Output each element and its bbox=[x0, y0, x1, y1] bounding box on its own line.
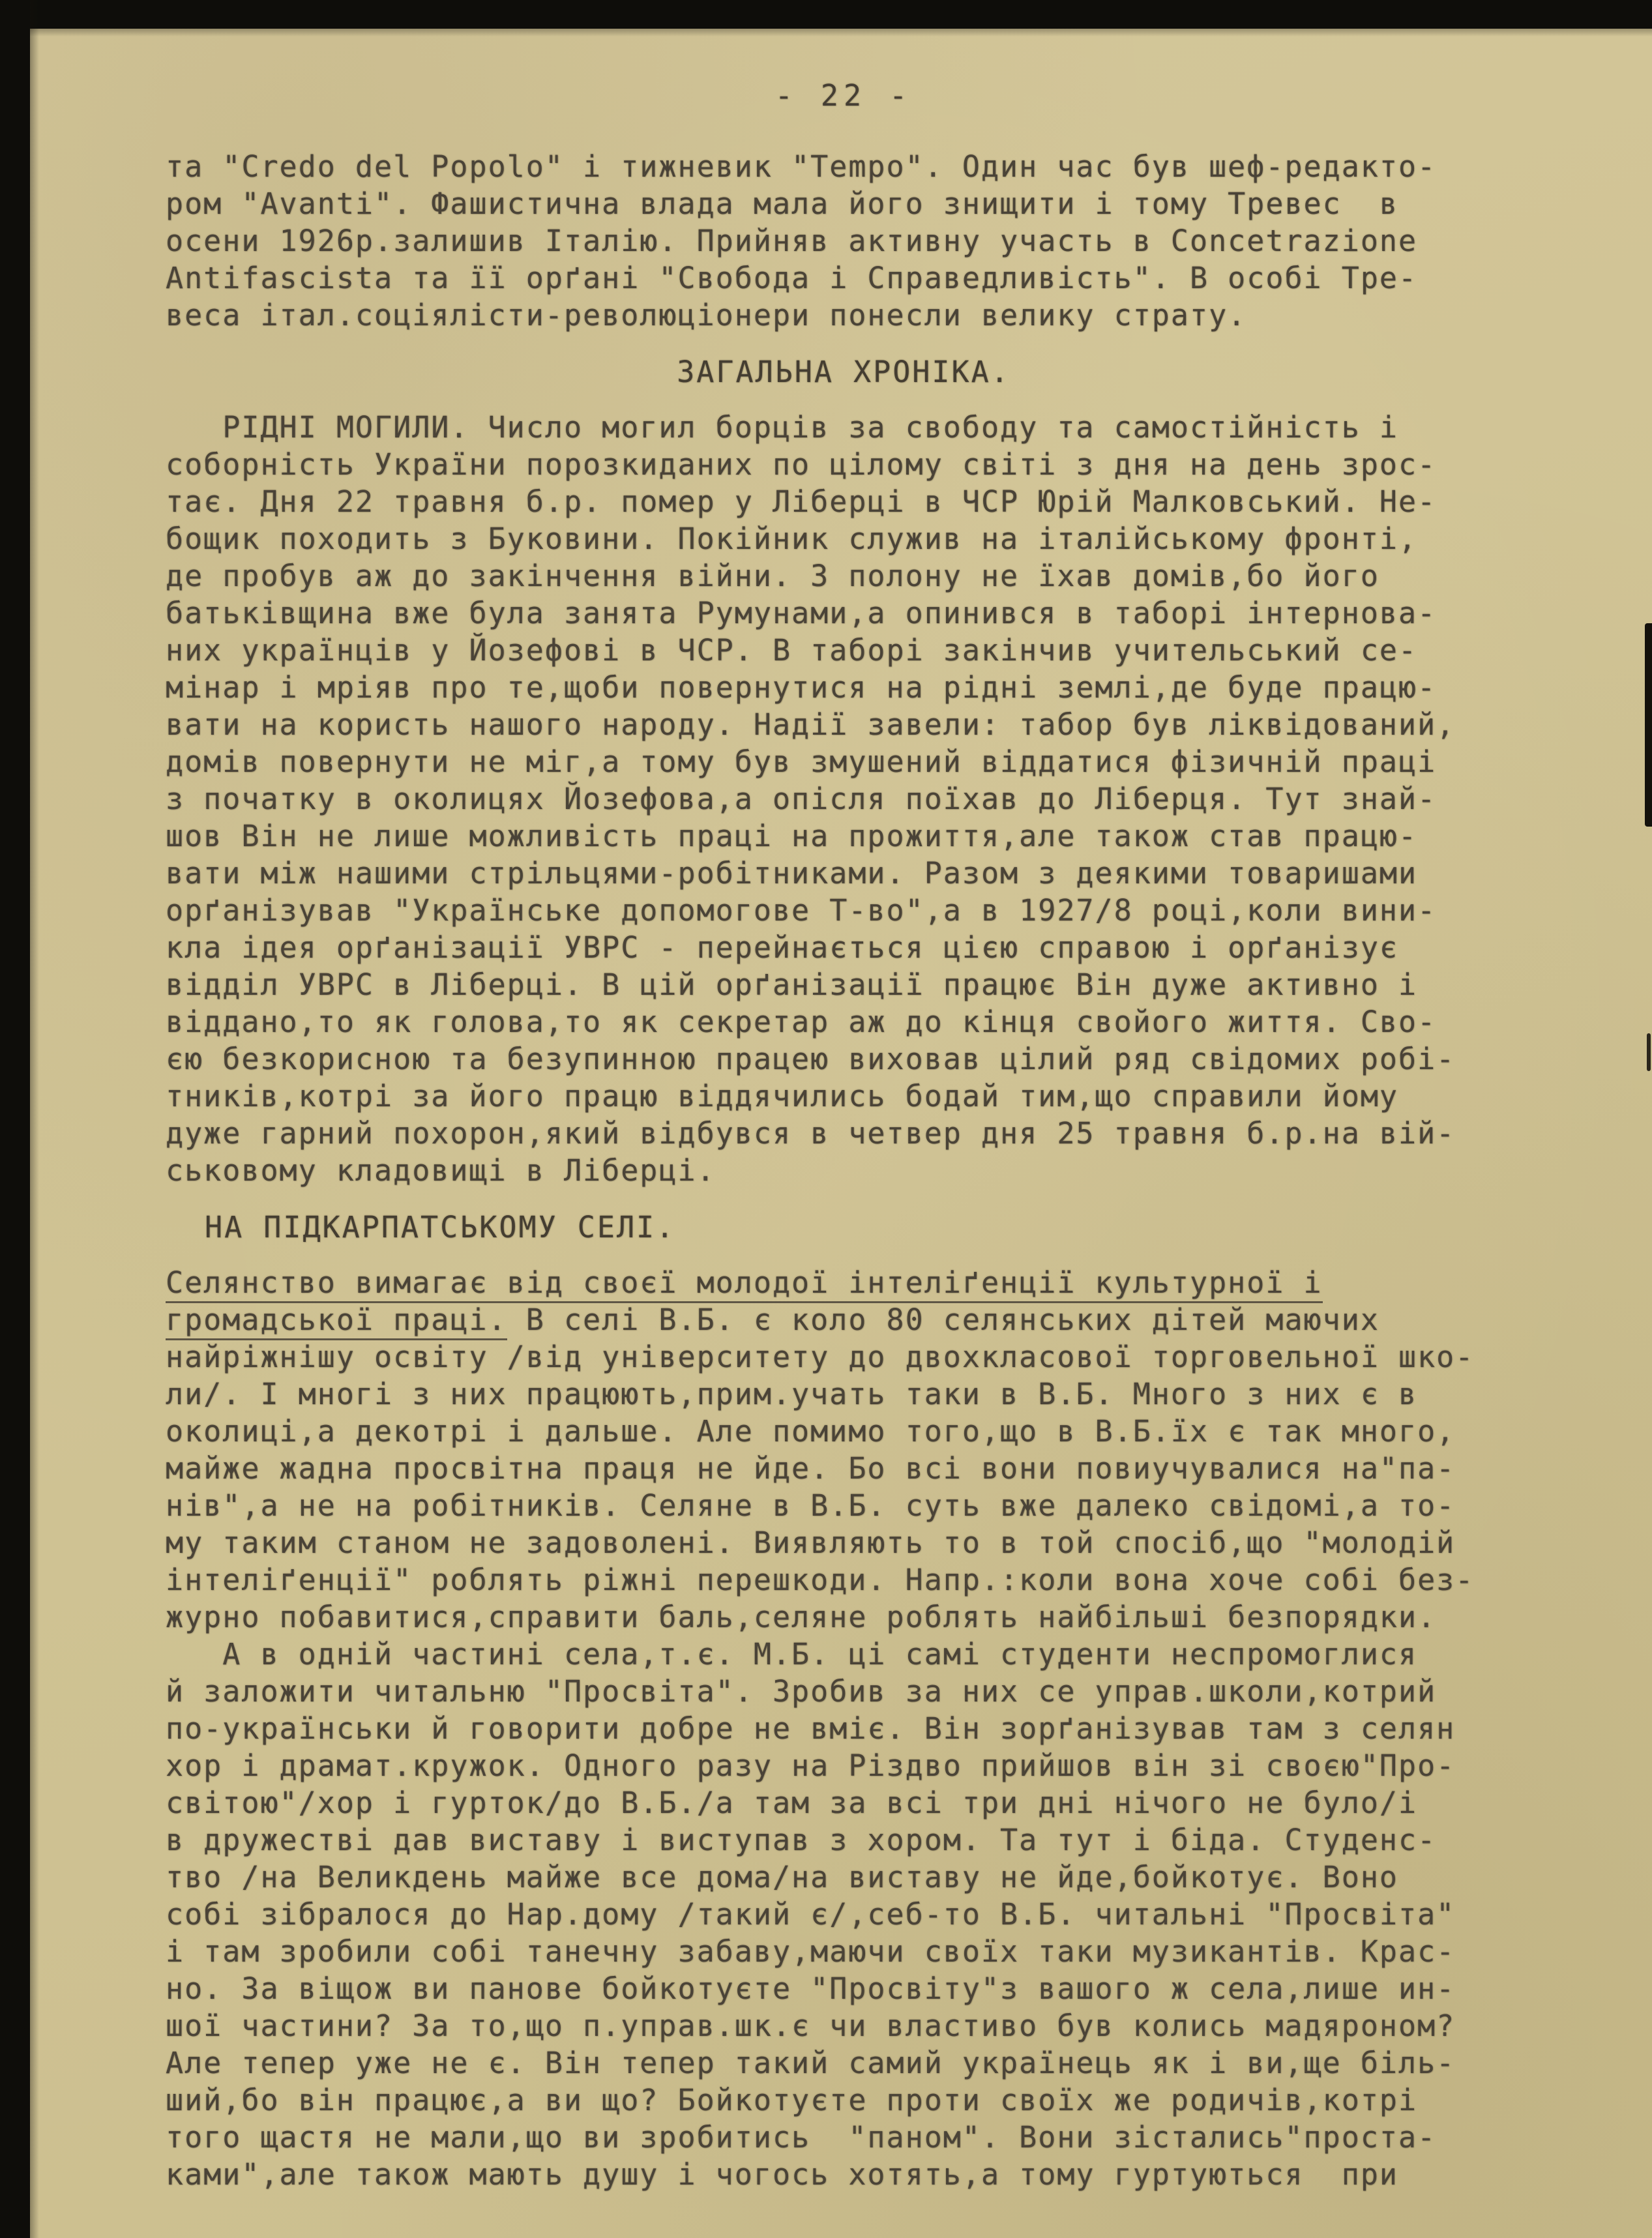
line-text: найріжнішу освіту /від університету до двохкласової торговельної шко- bbox=[166, 1340, 1475, 1374]
text-line bbox=[166, 520, 1522, 557]
text-line bbox=[166, 1673, 1522, 1710]
text-line bbox=[166, 780, 1522, 817]
line-text: вати на користь нашого народу. Надії завели: табор був ліквідований, bbox=[166, 707, 1456, 742]
line-text: вати між нашими стрільцями-робітниками. Разом з деякими товаришами bbox=[166, 856, 1418, 891]
line-text: В селі В.Б. є коло 80 селянських дітей маючих bbox=[507, 1303, 1379, 1337]
text-line bbox=[166, 148, 1522, 185]
underlined-text: громадської праці. bbox=[166, 1303, 507, 1340]
line-text: ли/. І многі з них працюють,прим.учать таки в В.Б. Много з них є в bbox=[166, 1377, 1418, 1411]
line-text: ками",але також мають душу і чогось хотять,а тому гуртуються при bbox=[166, 2157, 1398, 2192]
text-line bbox=[166, 2119, 1522, 2156]
scan-border-left bbox=[0, 0, 30, 2238]
scan-edge-artifact bbox=[1645, 623, 1652, 827]
line-text: РІДНІ МОГИЛИ. Число могил борців за свободу та самостійність і bbox=[166, 410, 1398, 445]
line-text: нів",а не на робітників. Селяне в В.Б. суть вже далеко свідомі,а то- bbox=[166, 1488, 1456, 1523]
text-line bbox=[166, 817, 1522, 855]
text-line bbox=[166, 2082, 1522, 2119]
line-text: та "Credo del Popolo" і тижневик "Tempo". Один час був шеф-редакто- bbox=[166, 149, 1437, 184]
line-text: соборність України порозкиданих по цілому світі з дня на день зрос- bbox=[166, 447, 1437, 482]
text-line bbox=[166, 1896, 1522, 1933]
text-line bbox=[166, 2044, 1522, 2082]
line-text: й заложити читальню "Просвіта". Зробив за них се управ.школи,котрий bbox=[166, 1674, 1437, 1709]
scan-border-top bbox=[0, 0, 1652, 29]
paragraph bbox=[166, 148, 1522, 334]
underlined-text: Селянство вимагає від своєї молодої інтеліґенції культурної і bbox=[166, 1265, 1323, 1303]
line-text: віддано,то як голова,то як секретар аж до кінця свойого життя. Сво- bbox=[166, 1005, 1437, 1039]
line-text: світою"/хор і гурток/до В.Б./а там за всі три дні нічого не було/і bbox=[166, 1786, 1418, 1820]
line-text: батьківщина вже була занята Румунами,а опинився в таборі інтернова- bbox=[166, 596, 1437, 630]
line-text: них українців у Йозефові в ЧСР. В таборі закінчив учительський се- bbox=[166, 633, 1418, 668]
line-text: ший,бо він працює,а ви що? Бойкотуєте проти своїх же родичів,котрі bbox=[166, 2083, 1418, 2117]
text-line bbox=[166, 1487, 1522, 1524]
line-text: Antifascista та її орґані "Свобода і Справедливість". В особі Тре- bbox=[166, 261, 1418, 295]
line-text: дуже гарний похорон,який відбувся в четвер дня 25 травня б.р.на вій- bbox=[166, 1116, 1456, 1151]
line-text: орґанізував "Українське допомогове Т-во",а в 1927/8 році,коли вини- bbox=[166, 893, 1437, 928]
text-line bbox=[166, 1561, 1522, 1598]
text-line bbox=[166, 1710, 1522, 1747]
line-text: і там зробили собі танечну забаву,маючи своїх таки музикантів. Крас- bbox=[166, 1934, 1456, 1969]
line-text: тників,котрі за його працю віддячились бодай тим,що справили йому bbox=[166, 1079, 1398, 1113]
text-line bbox=[166, 1338, 1522, 1376]
line-text: но. За віщож ви панове бойкотуєте "Просвіту"з вашого ж села,лише ин- bbox=[166, 1971, 1456, 2006]
line-text: околиці,а декотрі і дальше. Але помимо того,що в В.Б.їх є так много, bbox=[166, 1414, 1456, 1449]
text-line bbox=[166, 743, 1522, 780]
line-text: відділ УВРС в Ліберці. В цій орґанізації працює Він дуже активно і bbox=[166, 967, 1418, 1002]
line-text: бощик походить з Буковини. Покійник служив на італійському фронті, bbox=[166, 522, 1418, 556]
text-line bbox=[166, 929, 1522, 966]
text-line bbox=[166, 706, 1522, 743]
text-line bbox=[166, 1264, 1522, 1301]
line-text: хор і драмат.кружок. Одного разу на Різдво прийшов він зі своєю"Про- bbox=[166, 1748, 1456, 1783]
line-text: ром "Avanti". Фашистична влада мала його знищити і тому Тревес в bbox=[166, 186, 1398, 221]
text-line bbox=[166, 1636, 1522, 1673]
scan-edge-speck bbox=[1647, 1033, 1651, 1071]
text-line bbox=[166, 595, 1522, 632]
section-heading: НА ПІДКАРПАТСЬКОМУ СЕЛІ. bbox=[205, 1210, 676, 1244]
line-text: мінар і мріяв про те,щоби повернутися на рідні землі,де буде працю- bbox=[166, 670, 1437, 705]
text-line bbox=[166, 409, 1522, 446]
text-line bbox=[166, 966, 1522, 1003]
line-text: осени 1926р.залишив Італію. Прийняв активну участь в Concetrazione bbox=[166, 224, 1418, 258]
text-line bbox=[166, 1078, 1522, 1115]
line-text: майже жадна просвітна праця не йде. Бо всі вони повиучувалися на"па- bbox=[166, 1451, 1456, 1486]
text-line bbox=[166, 446, 1522, 483]
text-line bbox=[166, 2156, 1522, 2193]
text-line bbox=[166, 1821, 1522, 1859]
page-number: - 22 - bbox=[774, 78, 913, 113]
section-heading: ЗАГАЛЬНА ХРОНІКА. bbox=[677, 355, 1010, 389]
text-line bbox=[166, 1115, 1522, 1152]
text-line bbox=[166, 222, 1522, 259]
document-body bbox=[166, 148, 1522, 2193]
text-line bbox=[166, 855, 1522, 892]
text-line bbox=[166, 185, 1522, 222]
text-line bbox=[166, 1784, 1522, 1821]
line-text: інтеліґенції" роблять ріжні перешкоди. Напр.:коли вона хоче собі без- bbox=[166, 1563, 1475, 1597]
text-line bbox=[166, 557, 1522, 595]
line-text: шов Він не лише можливість праці на прожиття,але також став працю- bbox=[166, 819, 1418, 853]
line-text: де пробув аж до закінчення війни. З полону не їхав домів,бо його bbox=[166, 559, 1379, 593]
text-line bbox=[166, 1970, 1522, 2007]
line-text: А в одній частині села,т.є. М.Б. ці самі студенти неспромоглися bbox=[166, 1637, 1418, 1671]
text-line bbox=[166, 1450, 1522, 1487]
line-text: в дружестві дав виставу і виступав з хором. Та тут і біда. Студенс- bbox=[166, 1823, 1437, 1857]
text-line bbox=[166, 483, 1522, 520]
text-line bbox=[166, 632, 1522, 669]
document-content bbox=[166, 77, 1522, 2202]
line-text: собі зібралося до Нар.дому /такий є/,себ-то В.Б. читальні "Просвіта" bbox=[166, 1897, 1456, 1932]
text-line bbox=[166, 1747, 1522, 1784]
text-line bbox=[166, 892, 1522, 929]
text-line bbox=[166, 2007, 1522, 2044]
line-text: журно побавитися,справити баль,селяне роблять найбільші безпорядки. bbox=[166, 1600, 1437, 1634]
text-line bbox=[166, 1413, 1522, 1450]
text-line bbox=[166, 1598, 1522, 1636]
text-line bbox=[166, 1301, 1522, 1338]
line-text: по-українськи й говорити добре не вміє. Він зорґанізував там з селян bbox=[166, 1711, 1456, 1746]
line-text: веса італ.соціялісти-революціонери понесли велику страту. bbox=[166, 298, 1247, 332]
text-line bbox=[166, 297, 1522, 334]
text-line bbox=[166, 669, 1522, 706]
line-text: тво /на Великдень майже все дома/на виставу не йде,бойкотує. Воно bbox=[166, 1860, 1398, 1894]
line-text: Але тепер уже не є. Він тепер такий самий українець як і ви,ще біль- bbox=[166, 2046, 1456, 2080]
line-text: домів повернути не міг,а тому був змушений віддатися фізичній праці bbox=[166, 744, 1437, 779]
line-text: кла ідея орґанізації УВРС - перейнається цією справою і орґанізує bbox=[166, 930, 1398, 965]
text-line bbox=[166, 1040, 1522, 1078]
text-line bbox=[166, 259, 1522, 297]
paragraph bbox=[166, 1264, 1522, 2193]
line-text: шої частини? За то,що п.управ.шк.є чи властиво був колись мадяроном? bbox=[166, 2009, 1456, 2043]
line-text: того щастя не мали,що ви зробитись "паном". Вони зістались"проста- bbox=[166, 2120, 1437, 2155]
text-line bbox=[166, 1859, 1522, 1896]
text-line bbox=[166, 1933, 1522, 1970]
line-text: тає. Дня 22 травня б.р. помер у Ліберці в ЧСР Юрій Малковський. Не- bbox=[166, 484, 1437, 519]
paragraph bbox=[166, 409, 1522, 1189]
line-text: з початку в околицях Йозефова,а опісля поїхав до Ліберця. Тут знай- bbox=[166, 782, 1437, 816]
text-line bbox=[166, 1152, 1522, 1189]
text-line bbox=[166, 1003, 1522, 1040]
line-text: му таким станом не задоволені. Виявляють то в той спосіб,що "молодій bbox=[166, 1525, 1456, 1560]
text-line bbox=[166, 1376, 1522, 1413]
line-text: єю безкорисною та безупинною працею виховав цілий ряд свідомих робі- bbox=[166, 1042, 1456, 1076]
line-text: ськовому кладовищі в Ліберці. bbox=[166, 1153, 716, 1188]
text-line bbox=[166, 1524, 1522, 1561]
